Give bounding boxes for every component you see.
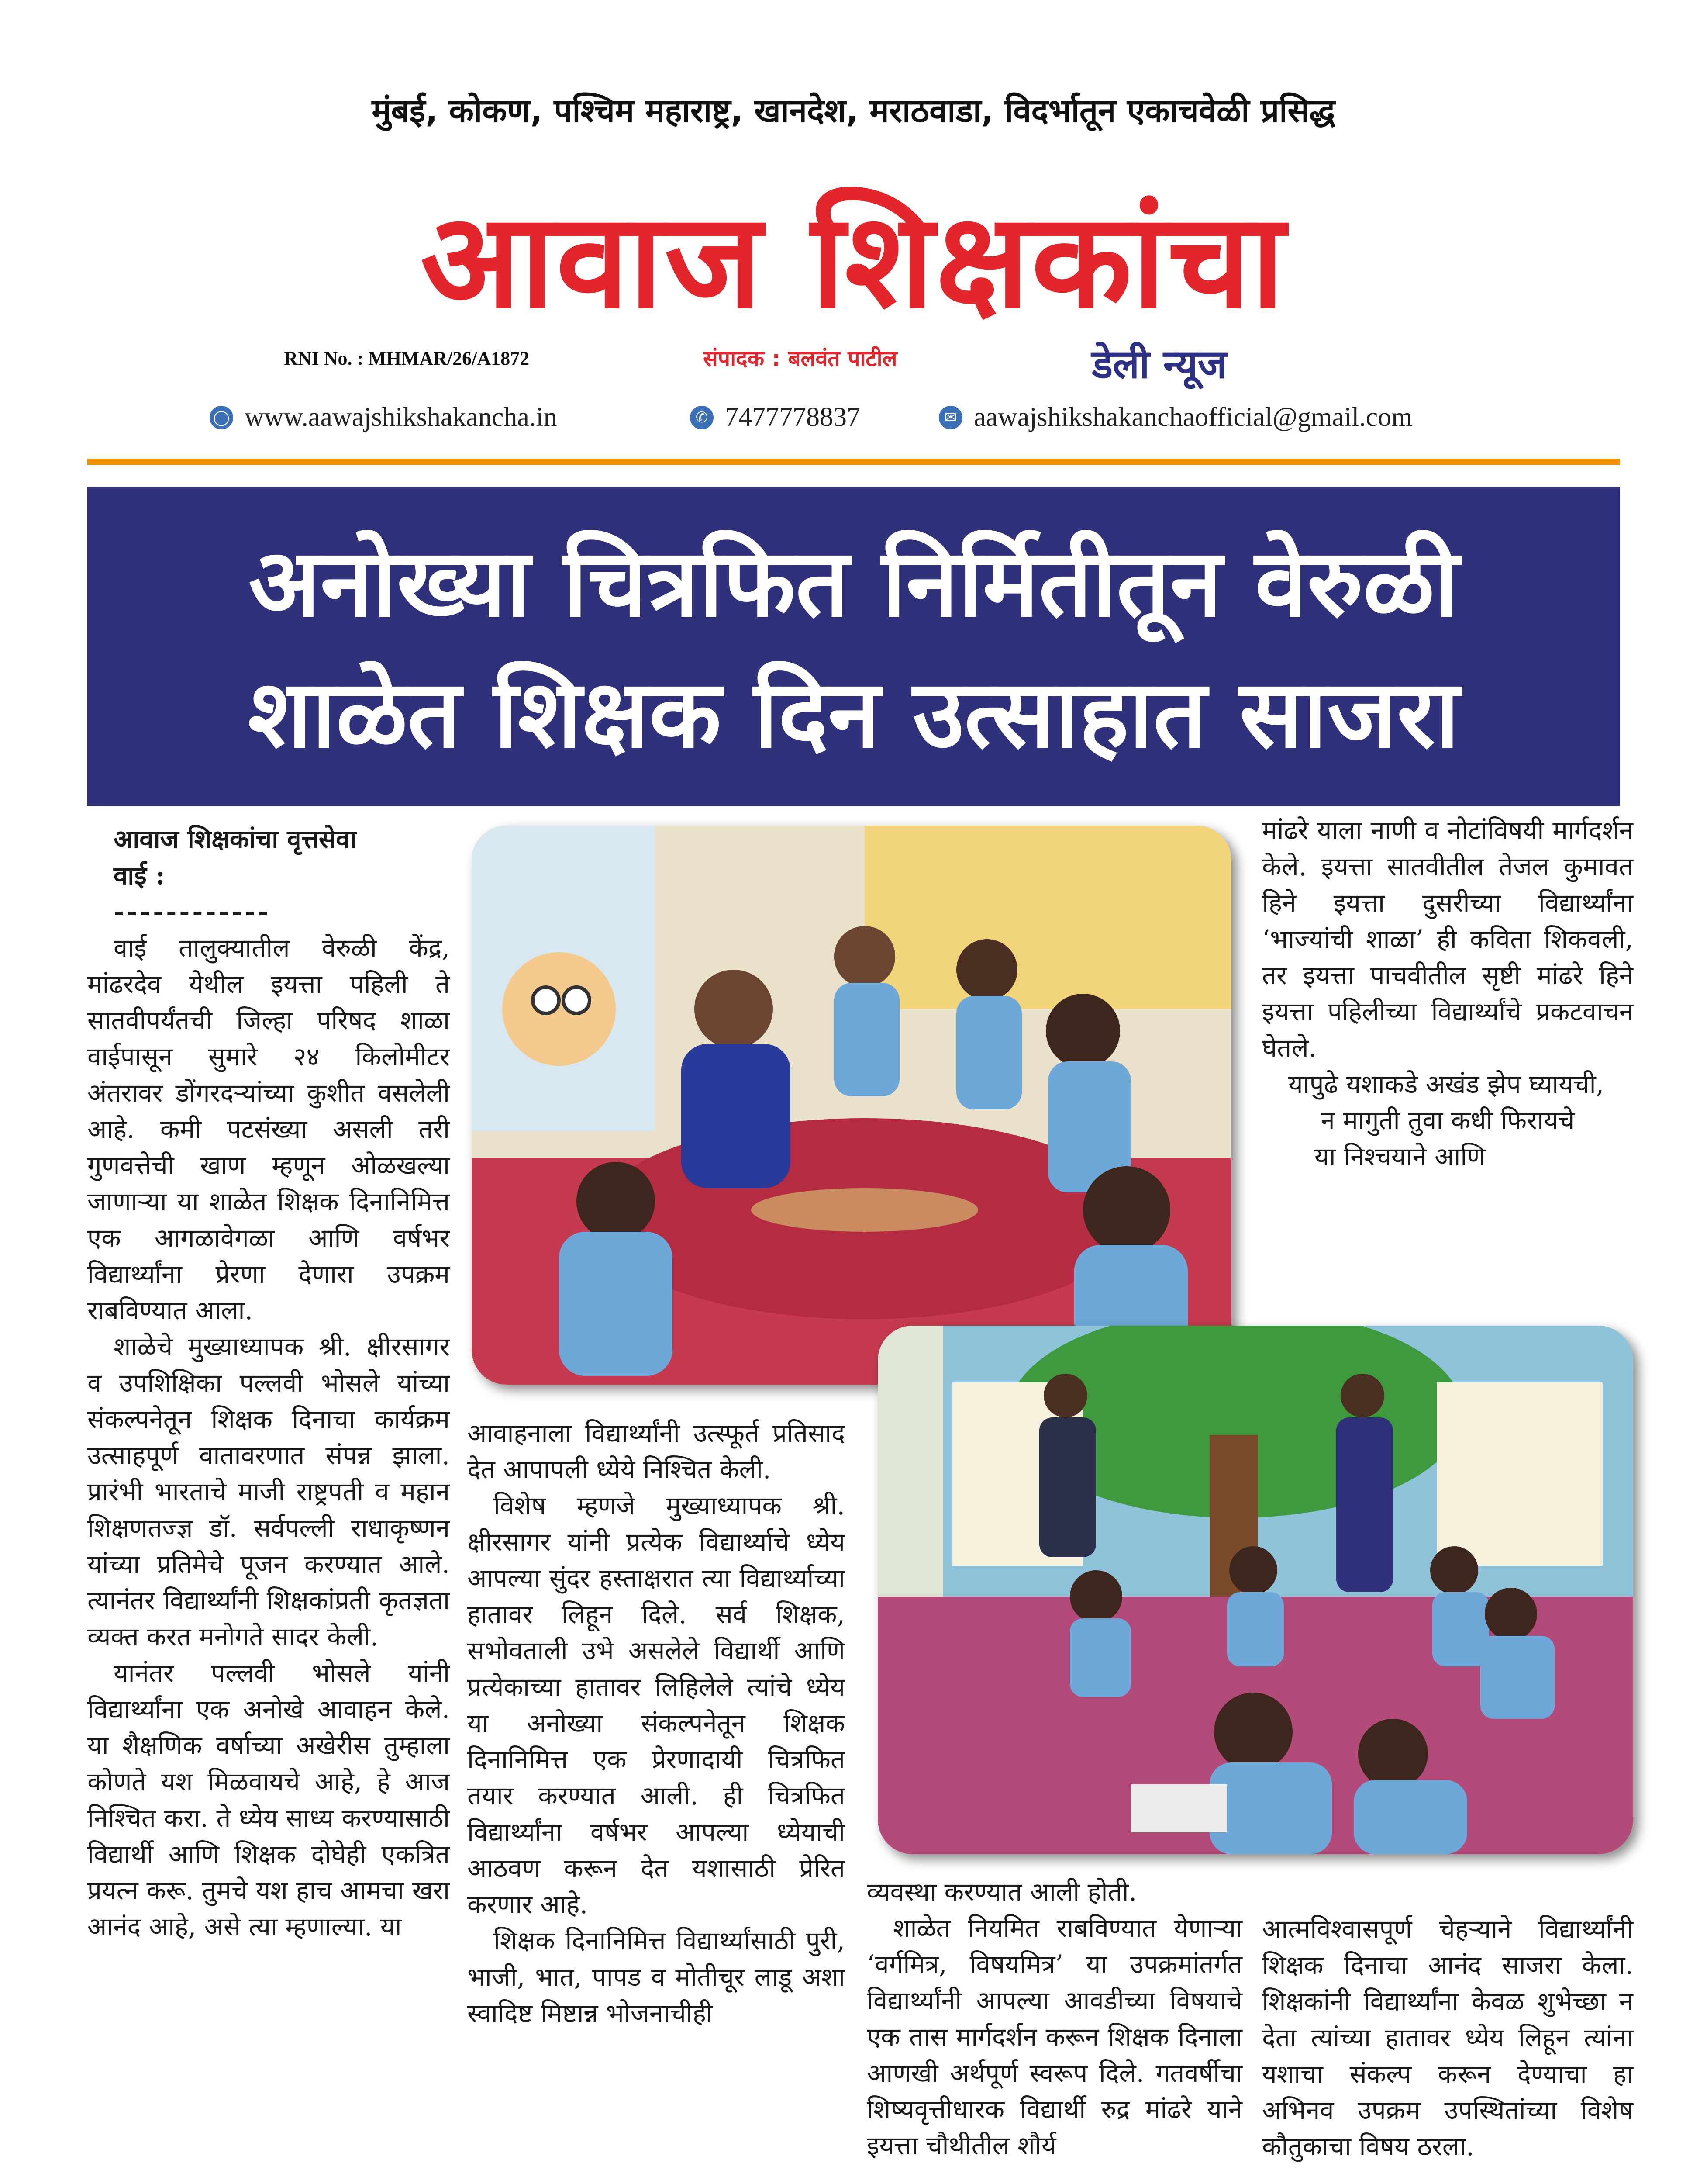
- paragraph: व्यवस्था करण्यात आली होती.: [867, 1877, 1137, 1907]
- article-column-4-bottom: [1262, 1911, 1633, 2165]
- paragraph: मांढरे याला नाणी व नोटांविषयी मार्गदर्शन केले. इयत्ता सातवीतील तेजल कुमावत हिने इयत्ता दुसरीच्या विद्यार्थ्यांना ‘भाज्यांची शाळा’ ही कविता शिकवली, तर इयत्ता पाचवीतील सृष्टी मांढरे हिने इयत्ता पहिलीच्या विद्यार्थ्यांचे प्रकटवाचन घेतले.: [1262, 816, 1633, 1063]
- website-text[interactable]: www.aawajshikshakancha.in: [245, 402, 557, 432]
- paragraph: वाई तालुक्यातील वेरुळी केंद्र, मांढरदेव येथील इयत्ता पहिली ते सातवीपर्यंतची जिल्हा परिषद शाळा वाईपासून सुमारे २४ किलोमीटर अंतरावर डोंगरदऱ्यांच्या कुशीत वसलेली आहे. कमी पटसंख्या असली तरी गुणवत्तेची खाण म्हणून ओळखल्या जाणाऱ्या या शाळेत शिक्षक दिनानिमित्त एक आगळावेगळा आणि वर्षभर विद्यार्थ्यांना प्रेरणा देणारा उपक्रम राबविण्यात आला.: [87, 933, 450, 1325]
- email-text[interactable]: aawajshikshakanchaofficial@gmail.com: [974, 402, 1413, 432]
- article-column-1: [87, 821, 450, 1945]
- rni-number: RNI No. : MHMAR/26/A1872: [284, 348, 530, 369]
- byline-dashes: ------------: [114, 897, 271, 926]
- contact-phone[interactable]: [690, 402, 860, 433]
- paragraph: विशेष म्हणजे मुख्याध्यापक श्री. क्षीरसागर यांनी प्रत्येक विद्यार्थ्याचे ध्येय आपल्या सुंदर हस्ताक्षरात त्या विद्यार्थ्याच्या हातावर लिहून दिले. सर्व शिक्षक, सभोवताली उभे असलेले विद्यार्थी आणि प्रत्येकाच्या हातावर लिहिलेले त्यांचे ध्येय या अनोख्या संकल्पनेतून शिक्षक दिनानिमित्त एक प्रेरणादायी चित्रफित तयार करण्यात आली. ही चित्रफित विद्यार्थ्यांना वर्षभर आपल्या ध्येयाची आठवण करून देत यशासाठी प्रेरित करणार आहे.: [467, 1491, 845, 1919]
- header-divider: [87, 459, 1620, 465]
- paragraph: शाळेचे मुख्याध्यापक श्री. क्षीरसागर व उपशिक्षिका पल्लवी भोसले यांच्या संकल्पनेतून शिक्षक दिनाचा कार्यक्रम उत्साहपूर्ण वातावरणात संपन्न झाला. प्रारंभी भारताचे माजी राष्ट्रपती व महान शिक्षणतज्ज्ञ डॉ. सर्वपल्ली राधाकृष्णन यांच्या प्रतिमेचे पूजन करण्यात आले. त्यानंतर विद्यार्थ्यांनी शिक्षकांप्रती कृतज्ञता व्यक्त करत मनोगते सादर केली.: [87, 1332, 450, 1652]
- article-column-3: [867, 1874, 1242, 2164]
- contact-website[interactable]: [210, 402, 557, 433]
- paragraph: या निश्चयाने आणि: [1314, 1142, 1486, 1171]
- paragraph: शाळेत नियमित राबविण्यात येणाऱ्या ‘वर्गमित्र, विषयमित्र’ या उपक्रमांतर्गत विद्यार्थ्यांनी आपल्या आवडीच्या विषयाचे एक तास मार्गदर्शन करून शिक्षक दिनाला आणखी अर्थपूर्ण स्वरूप दिले. गतवर्षीचा शिष्यवृत्तीधारक विद्यार्थी रुद्र मांढरे याने इयत्ता चौथीतील शौर्य: [867, 1913, 1242, 2160]
- headline-line-2: शाळेत शिक्षक दिन उत्साहात साजरा: [248, 659, 1460, 769]
- editor-credit: संपादक : बलवंत पाटील: [703, 346, 897, 371]
- photo-teacher-writing-on-hands: [472, 826, 1231, 1385]
- photo-students-classroom-activity: [878, 1326, 1633, 1854]
- paragraph: आवाहनाला विद्यार्थ्यांनी उत्स्फूर्त प्रतिसाद देत आपापली ध्येये निश्चित केली.: [467, 1418, 845, 1484]
- article-column-4-top: [1262, 812, 1633, 1175]
- tagline: मुंबई, कोकण, पश्चिम महाराष्ट्र, खानदेश, मराठवाडा, विदर्भातून एकाचवेळी प्रसिद्ध: [372, 92, 1335, 130]
- phone-icon: ✆: [690, 406, 714, 429]
- verse-line: न मागुती तुवा कधी फिरायचे: [1321, 1106, 1575, 1135]
- globe-icon: ◯: [210, 406, 233, 429]
- headline-banner: [87, 487, 1620, 806]
- paragraph: यापुढे यशाकडे अखंड झेप घ्यायची,: [1288, 1069, 1604, 1099]
- phone-text[interactable]: 7477778837: [725, 402, 860, 432]
- masthead-title: आवाज शिक्षकांचा: [420, 185, 1287, 337]
- daily-news-label: डेली न्यूज: [1092, 342, 1227, 387]
- article-column-2: [467, 1415, 845, 2032]
- paragraph: यानंतर पल्लवी भोसले यांनी विद्यार्थ्यांना एक अनोखे आवाहन केले. या शैक्षणिक वर्षाच्या अखेरीस तुम्हाला कोणते यश मिळवायचे आहे, हे आज निश्चित करा. ते ध्येय साध्य करण्यासाठी विद्यार्थी आणि शिक्षक दोघेही एकत्रित प्रयत्न करू. तुमचे यश हाच आमचा खरा आनंद आहे, असे त्या म्हणाल्या. या: [87, 1658, 450, 1942]
- contact-email[interactable]: [939, 402, 1413, 433]
- paragraph: आत्मविश्वासपूर्ण चेहऱ्याने विद्यार्थ्यांनी शिक्षक दिनाचा आनंद साजरा केला. शिक्षकांनी विद्यार्थ्यांना केवळ शुभेच्छा न देता त्यांच्या हातावर ध्येय लिहून त्यांना यशाचा संकल्प करून देण्याचा हा अभिनव उपक्रम उपस्थितांच्या विशेष कौतुकाचा विषय ठरला.: [1262, 1914, 1633, 2161]
- byline-place: वाई :: [114, 860, 165, 890]
- mail-icon: ✉: [939, 406, 962, 429]
- byline-source: आवाज शिक्षकांचा वृत्तसेवा: [114, 824, 357, 854]
- headline-line-1: अनोख्या चित्रफित निर्मितीतून वेरुळी: [248, 528, 1459, 638]
- paragraph: शिक्षक दिनानिमित्त विद्यार्थ्यांसाठी पुरी, भाजी, भात, पापड व मोतीचूर लाडू अशा स्वादिष्ट मिष्टान्न भोजनाचीही: [467, 1926, 845, 2028]
